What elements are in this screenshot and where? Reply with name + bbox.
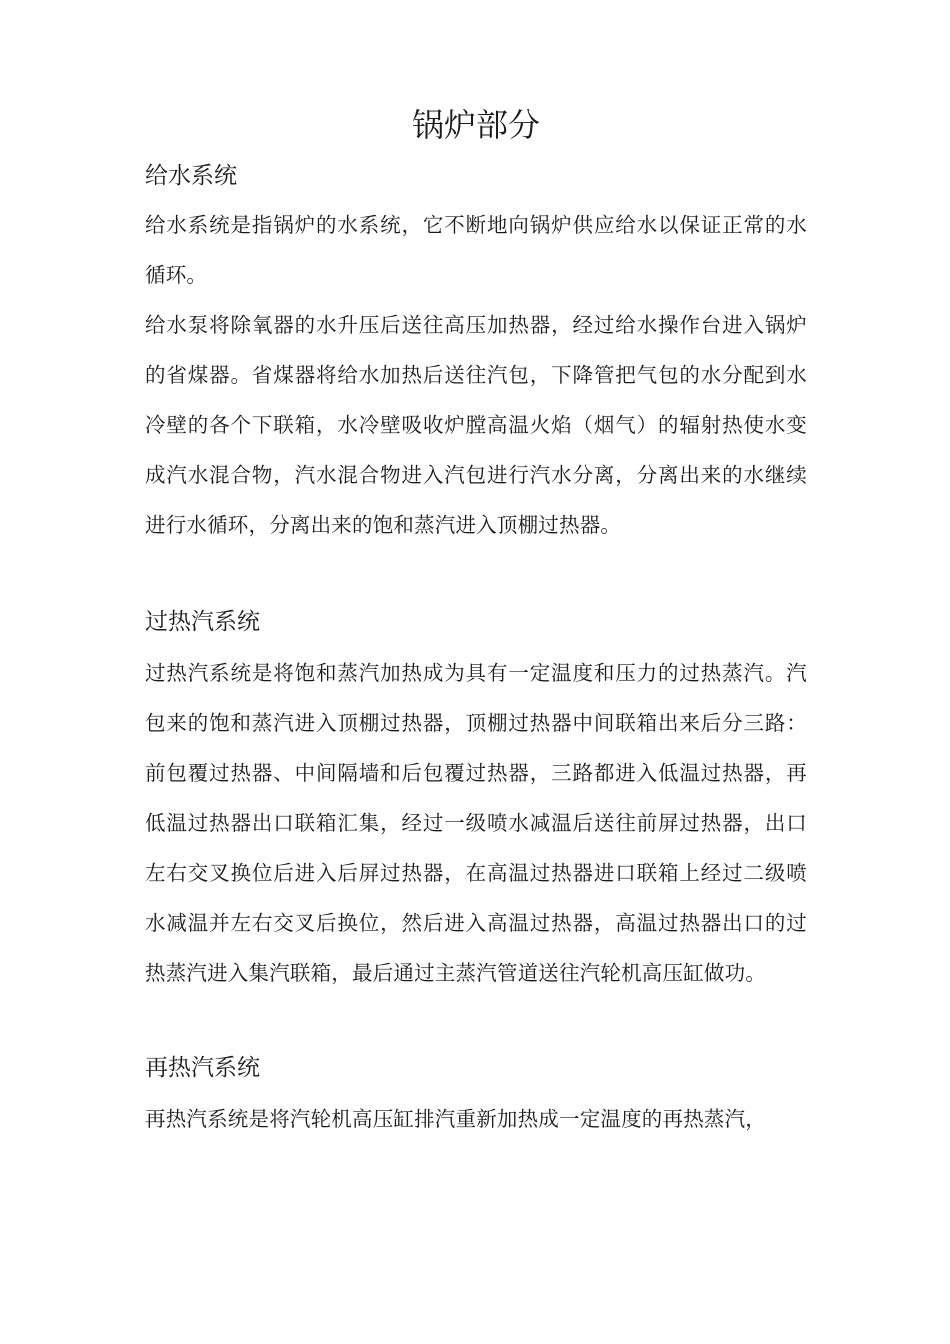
page-title: 锅炉部分: [411, 106, 540, 144]
section-heading: 过热汽系统: [145, 609, 260, 635]
document-page: [145, 96, 807, 1144]
section-feedwater-system: [145, 160, 807, 550]
paragraph: 给水泵将除氧器的水升压后送往高压加热器，经过给水操作台进入锅炉的省煤器。省煤器将给水加热后送往汽包，下降管把气包的水分配到水冷壁的各个下联箱，水冷壁吸收炉膛高温火焰（烟气）的辐射热使水变成汽水混合物，汽水混合物进入汽包进行汽水分离，分离出来的水继续进行水循环，分离出来的饱和蒸汽进入顶棚过热器。: [145, 313, 807, 537]
section-reheat-steam-system: [145, 1052, 807, 1144]
paragraph: 再热汽系统是将汽轮机高压缸排汽重新加热成一定温度的再热蒸汽，: [145, 1107, 766, 1131]
section-heading: 给水系统: [145, 163, 237, 189]
section-heading: 再热汽系统: [145, 1055, 260, 1081]
paragraph: 过热汽系统是将饱和蒸汽加热成为具有一定温度和压力的过热蒸汽。汽包来的饱和蒸汽进入顶棚过热器，顶棚过热器中间联箱出来后分三路：前包覆过热器、中间隔墙和后包覆过热器，三路都进入低温过热器，再低温过热器出口联箱汇集，经过一级喷水减温后送往前屏过热器，出口左右交叉换位后进入后屏过热器，在高温过热器进口联箱上经过二级喷水减温并左右交叉后换位，然后进入高温过热器，高温过热器出口的过热蒸汽进入集汽联箱，最后通过主蒸汽管道送往汽轮机高压缸做功。: [145, 661, 807, 985]
section-superheated-steam-system: [145, 606, 807, 998]
paragraph: 给水系统是指锅炉的水系统，它不断地向锅炉供应给水以保证正常的水循环。: [145, 213, 807, 287]
